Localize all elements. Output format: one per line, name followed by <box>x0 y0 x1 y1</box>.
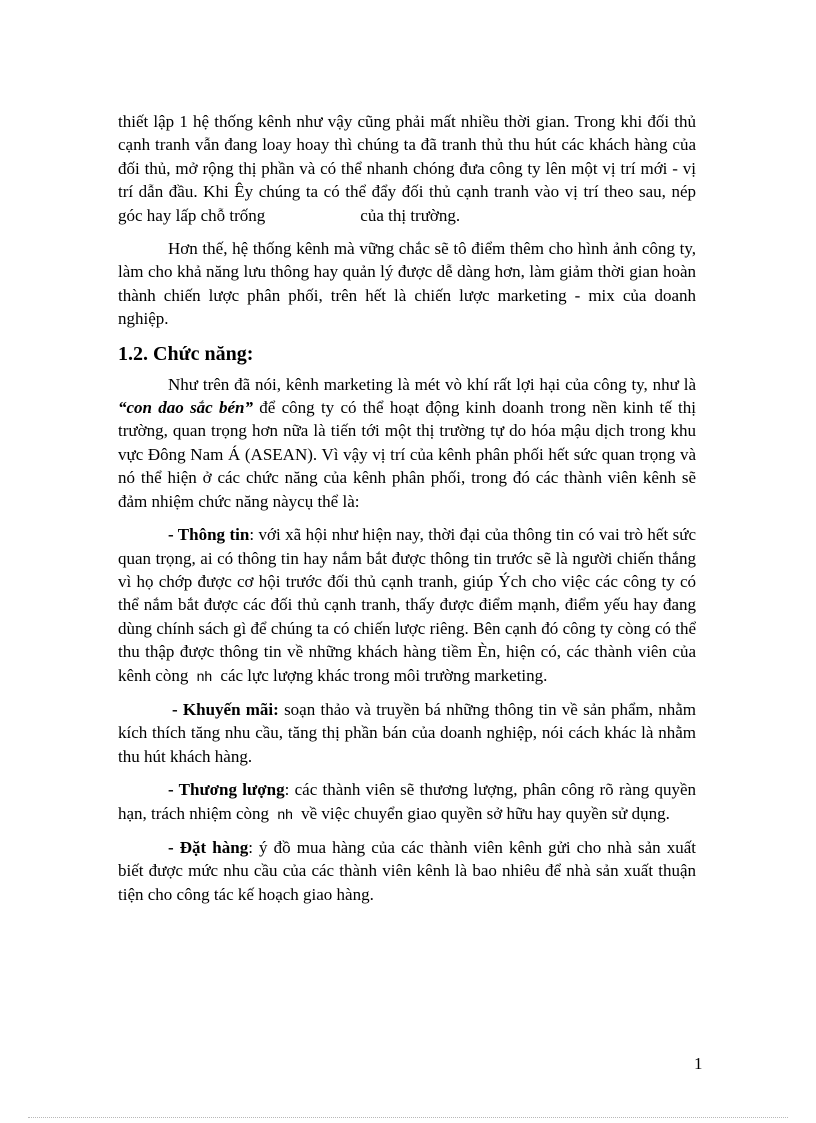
paragraph-khuyen-mai <box>118 698 696 768</box>
paragraph-thuong-luong <box>118 778 696 826</box>
paragraph-dat-hang <box>118 836 696 906</box>
section-heading: 1.2. Chức năng: <box>118 342 254 365</box>
text-run-small: nh <box>277 805 293 822</box>
text-run: : các thành viên sẽ thương lượng, phân công rõ ràng quyền hạn, trách nhiệm còng <box>118 780 697 823</box>
label-dat-hang: - Đặt hàng <box>168 837 249 857</box>
text-run: về việc chuyển giao quyền sở hữu hay quyền sử dụng. <box>301 803 670 823</box>
text-run: để công ty có thể hoạt động kinh doanh trong nền kinh tế thị trường, quan trọng hơn nữa là tiến tới một thị trường tự do hóa mậu dịch trong khu vực Đông Nam Á (ASEAN). Vì vậy vị trí của kênh phân phối hết sức quan trọng và nó thể hiện ở các chức năng của kênh phân phối, trong đó các thành viên kênh sẽ đảm nhiệm chức năng nàycụ thể là: <box>118 398 696 511</box>
text-run: Như trên đã nói, kênh marketing là mét vò khí rất lợi hại của công ty, như là <box>168 374 696 394</box>
text-run: soạn thảo và truyền bá những thông tin về sản phẩm, nhằm kích thích tăng nhu cầu, tăng thị phần bán của doanh nghiệp, nói cách khác là nhằm thu hút khách hàng. <box>118 699 697 766</box>
paragraph-benefits: Hơn thế, hệ thống kênh mà vững chắc sẽ tô điểm thêm cho hình ảnh công ty, làm cho khả năng lưu thông hay quản lý được dễ dàng hơn, làm giảm thời gian hoàn thành chiến lược phân phối, trên hết là chiến lược marketing - mix của doanh nghiệp. <box>118 239 696 329</box>
footer-divider <box>28 1117 788 1118</box>
paragraph-intro <box>118 110 696 227</box>
text-run: : ý đồ mua hàng của các thành viên kênh gửi cho nhà sản xuất biết được mức nhu cầu của các thành viên kênh là bao nhiêu để nhà sản xuất thuận tiện cho công tác kế hoạch giao hàng. <box>118 837 696 904</box>
text-run: của thị trường. <box>360 205 461 225</box>
text-run: các lực lượng khác trong môi trường marketing. <box>220 665 548 685</box>
text-run: thiết lập 1 hệ thống kênh như vậy cũng phải mất nhiều thời gian. Trong khi đối thủ cạnh tranh vẫn đang loay hoay thì chúng ta đã tranh thủ thu hút các khách hàng của đối thủ, mở rộng thị phần và có thể nhanh chóng đưa công ty lên một vị trí mới - vị trí dẫn đầu. Khi Êy chúng ta có thể đẩy đối thủ cạnh tranh vào vị trí theo sau, nép góc hay lấp chỗ trống <box>118 112 696 225</box>
paragraph-functions-intro <box>118 373 696 513</box>
text-run-small: nh <box>196 667 213 684</box>
paragraph-thong-tin <box>118 523 696 688</box>
text-run: : với xã hội như hiện nay, thời đại của thông tin có vai trò hết sức quan trọng, ai có thông tin hay nắm bắt được thông tin trước sẽ là người chiến thắng vì họ chớp được cơ hội trước đối thủ cạnh tranh, giúp Ých cho việc các công ty có thể nắm bắt được các đối thủ cạnh tranh, thấy được điểm mạnh, điểm yếu hay đang dùng chính sách gì để chúng ta có chiến lược riêng. Bên cạnh đó công ty còng có thể thu thập được thông tin về những khách hàng tiềm Èn, hiện có, các thành viên của kênh còng <box>118 525 696 685</box>
body-text <box>118 110 696 906</box>
page-number: 1 <box>694 1054 703 1073</box>
label-thuong-luong: - Thương lượng <box>168 780 285 800</box>
label-thong-tin: - Thông tin <box>168 525 250 545</box>
quote-emphasis: “con dao sắc bén” <box>118 398 254 418</box>
label-khuyen-mai: - Khuyến mãi: <box>172 699 279 719</box>
